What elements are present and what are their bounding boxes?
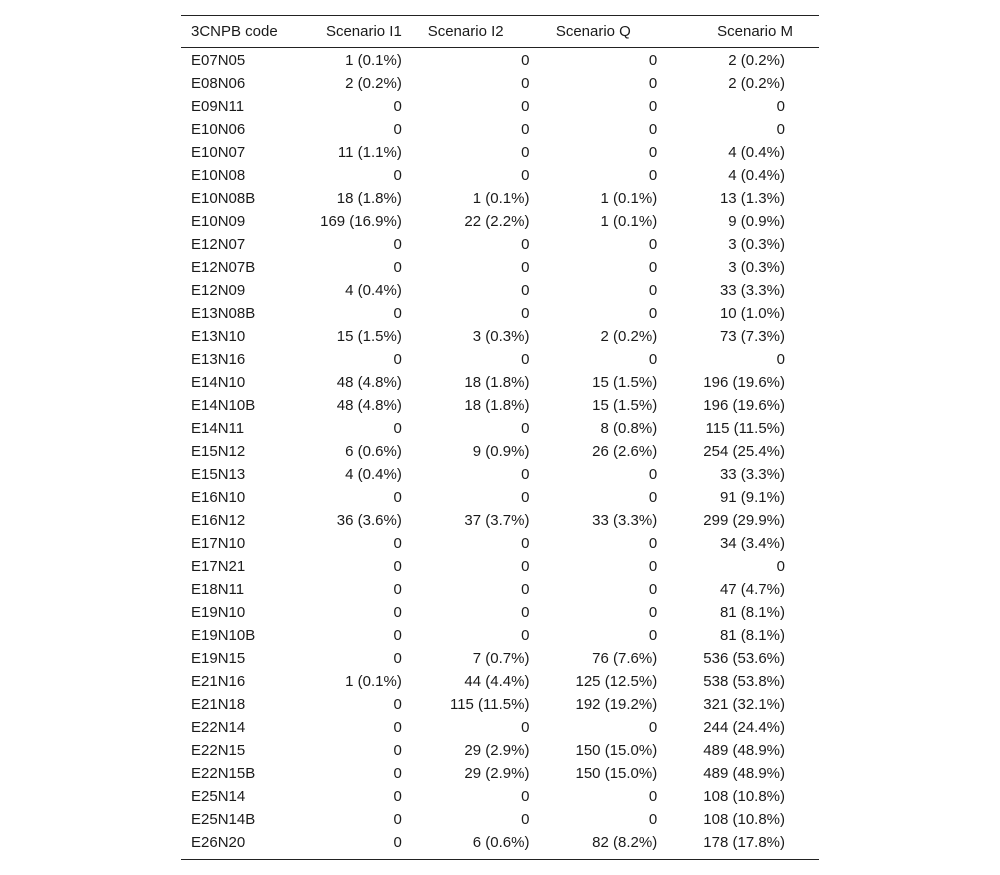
cell-scenario-i2: 18 (1.8%) [464, 397, 530, 414]
table-row [181, 417, 819, 440]
header-scenario-i1: Scenario I1 [325, 23, 402, 40]
cell-scenario-m: 244 (24.4%) [703, 719, 785, 736]
cell-scenario-i2: 7 (0.7%) [472, 650, 530, 667]
cell-scenario-i1: 0 [393, 420, 402, 437]
cell-code: E17N10 [191, 535, 246, 552]
table-row [181, 739, 819, 762]
cell-scenario-i2: 3 (0.3%) [472, 328, 530, 345]
cell-code: E19N15 [191, 650, 246, 667]
cell-scenario-i1: 0 [393, 719, 402, 736]
cell-scenario-i2: 0 [521, 604, 530, 621]
table-row [181, 693, 819, 716]
cell-scenario-i1: 1 (0.1%) [345, 673, 402, 690]
cell-scenario-i1: 0 [393, 696, 402, 713]
cell-scenario-i1: 0 [393, 788, 402, 805]
cell-scenario-m: 73 (7.3%) [719, 328, 785, 345]
table-row [181, 716, 819, 739]
cell-scenario-m: 13 (1.3%) [719, 190, 785, 207]
cell-scenario-m: 0 [776, 98, 785, 115]
table-row [181, 808, 819, 831]
cell-scenario-i1: 2 (0.2%) [345, 75, 402, 92]
cell-scenario-i1: 0 [393, 535, 402, 552]
cell-scenario-q: 150 (15.0%) [575, 742, 658, 759]
table-row [181, 670, 819, 693]
cell-scenario-q: 82 (8.2%) [592, 834, 658, 851]
cell-scenario-m: 115 (11.5%) [705, 420, 785, 437]
table-row [181, 141, 819, 164]
cell-code: E18N11 [191, 581, 245, 598]
table-row [181, 325, 819, 348]
table-row [181, 532, 819, 555]
cell-scenario-q: 15 (1.5%) [592, 374, 658, 391]
cell-code: E10N09 [191, 213, 246, 230]
cell-scenario-i1: 0 [393, 811, 402, 828]
cell-scenario-m: 536 (53.6%) [703, 650, 785, 667]
header-scenario-m: Scenario M [717, 23, 793, 40]
cell-code: E22N14 [191, 719, 246, 736]
cell-scenario-m: 33 (3.3%) [719, 282, 785, 299]
cell-scenario-q: 2 (0.2%) [600, 328, 658, 345]
cell-scenario-i2: 0 [521, 167, 530, 184]
cell-scenario-i2: 0 [521, 558, 530, 575]
cell-scenario-i1: 0 [393, 98, 402, 115]
cell-scenario-q: 125 (12.5%) [575, 673, 658, 690]
cell-scenario-i1: 0 [393, 489, 402, 506]
table-row [181, 762, 819, 785]
cell-scenario-m: 4 (0.4%) [728, 167, 785, 184]
cell-scenario-i2: 0 [521, 98, 530, 115]
cell-scenario-i1: 0 [393, 581, 402, 598]
cell-scenario-i2: 9 (0.9%) [472, 443, 530, 460]
cell-code: E14N10B [191, 397, 256, 414]
header-row [181, 16, 819, 48]
cell-scenario-q: 0 [648, 305, 658, 322]
table-row [181, 72, 819, 95]
cell-scenario-i1: 11 (1.1%) [337, 144, 402, 161]
cell-scenario-m: 10 (1.0%) [719, 305, 785, 322]
cell-scenario-q: 0 [648, 558, 658, 575]
cell-scenario-q: 0 [648, 581, 658, 598]
cell-scenario-q: 0 [648, 466, 658, 483]
cell-scenario-q: 1 (0.1%) [600, 213, 658, 230]
cell-scenario-i2: 0 [521, 282, 530, 299]
cell-scenario-q: 0 [648, 627, 658, 644]
header-3cnpb-code: 3CNPB code [191, 23, 278, 40]
cell-scenario-q: 0 [648, 144, 658, 161]
cell-scenario-m: 0 [776, 558, 785, 575]
cell-scenario-q: 0 [648, 236, 658, 253]
cell-scenario-i1: 36 (3.6%) [336, 512, 402, 529]
cell-scenario-i2: 0 [521, 466, 530, 483]
cell-scenario-q: 0 [648, 489, 658, 506]
cell-scenario-m: 34 (3.4%) [719, 535, 785, 552]
cell-code: E21N18 [191, 696, 246, 713]
cell-scenario-q: 0 [648, 121, 658, 138]
cell-scenario-m: 3 (0.3%) [728, 236, 785, 253]
table-row [181, 601, 819, 624]
cell-scenario-i1: 169 (16.9%) [320, 213, 402, 230]
cell-scenario-i1: 0 [393, 558, 402, 575]
cell-scenario-q: 33 (3.3%) [592, 512, 658, 529]
cell-code: E13N16 [191, 351, 246, 368]
cell-scenario-i1: 0 [393, 834, 402, 851]
cell-scenario-i2: 0 [521, 259, 530, 276]
cell-scenario-i2: 0 [521, 627, 530, 644]
cell-scenario-i2: 0 [521, 305, 530, 322]
table-row [181, 95, 819, 118]
table-row [181, 233, 819, 256]
cell-scenario-m: 4 (0.4%) [728, 144, 785, 161]
cell-code: E25N14 [191, 788, 246, 805]
cell-scenario-m: 489 (48.9%) [703, 765, 785, 782]
cell-scenario-i2: 115 (11.5%) [449, 696, 530, 713]
cell-code: E17N21 [191, 558, 246, 575]
cell-scenario-i1: 6 (0.6%) [345, 443, 402, 460]
cell-scenario-i2: 6 (0.6%) [472, 834, 530, 851]
cell-scenario-m: 2 (0.2%) [728, 75, 785, 92]
cell-scenario-i1: 4 (0.4%) [345, 282, 402, 299]
cell-scenario-q: 0 [648, 167, 658, 184]
cell-scenario-i2: 0 [521, 420, 530, 437]
cell-scenario-m: 299 (29.9%) [703, 512, 785, 529]
cell-scenario-i1: 0 [393, 604, 402, 621]
cell-code: E19N10 [191, 604, 246, 621]
cell-code: E09N11 [191, 98, 245, 115]
cell-code: E12N09 [191, 282, 246, 299]
cell-scenario-m: 108 (10.8%) [703, 811, 785, 828]
cell-scenario-i2: 22 (2.2%) [464, 213, 530, 230]
cell-scenario-m: 91 (9.1%) [719, 489, 785, 506]
cell-code: E22N15 [191, 742, 246, 759]
cell-scenario-i1: 48 (4.8%) [336, 397, 402, 414]
cell-code: E25N14B [191, 811, 256, 828]
cell-scenario-i2: 0 [521, 535, 530, 552]
cell-scenario-m: 538 (53.8%) [703, 673, 785, 690]
table-row [181, 831, 819, 860]
table-row [181, 279, 819, 302]
table-row [181, 164, 819, 187]
cell-scenario-m: 108 (10.8%) [703, 788, 785, 805]
cell-scenario-i1: 0 [393, 121, 402, 138]
cell-code: E22N15B [191, 765, 256, 782]
cell-code: E26N20 [191, 834, 246, 851]
cell-scenario-m: 321 (32.1%) [703, 696, 785, 713]
cell-scenario-m: 254 (25.4%) [703, 443, 785, 460]
cell-code: E14N10 [191, 374, 246, 391]
table-row [181, 463, 819, 486]
header-scenario-q: Scenario Q [555, 23, 631, 40]
cell-scenario-q: 192 (19.2%) [575, 696, 658, 713]
cell-scenario-i2: 0 [521, 75, 530, 92]
table-row [181, 394, 819, 417]
cell-scenario-m: 178 (17.8%) [703, 834, 785, 851]
cell-scenario-q: 0 [648, 535, 658, 552]
cell-scenario-m: 489 (48.9%) [703, 742, 785, 759]
table-header [181, 16, 819, 48]
cell-scenario-i1: 0 [393, 351, 402, 368]
table-row [181, 256, 819, 279]
table-row [181, 48, 819, 73]
cell-scenario-q: 1 (0.1%) [600, 190, 658, 207]
cell-scenario-i1: 4 (0.4%) [345, 466, 402, 483]
table-row [181, 624, 819, 647]
table-row [181, 371, 819, 394]
cell-scenario-i2: 44 (4.4%) [464, 673, 530, 690]
cell-scenario-i1: 0 [393, 650, 402, 667]
cell-scenario-q: 0 [648, 98, 658, 115]
cell-scenario-i2: 0 [521, 144, 530, 161]
cell-scenario-i1: 0 [393, 259, 402, 276]
cell-code: E12N07 [191, 236, 246, 253]
cell-scenario-i1: 15 (1.5%) [336, 328, 402, 345]
cell-scenario-i2: 0 [521, 236, 530, 253]
table-row [181, 578, 819, 601]
cell-scenario-m: 196 (19.6%) [703, 397, 785, 414]
table-row [181, 509, 819, 532]
cell-scenario-q: 0 [648, 788, 658, 805]
cell-code: E10N07 [191, 144, 246, 161]
cell-code: E13N08B [191, 305, 256, 322]
header-scenario-i2: Scenario I2 [427, 23, 504, 40]
table-row [181, 348, 819, 371]
cell-scenario-i2: 0 [521, 788, 530, 805]
table-row [181, 210, 819, 233]
cell-scenario-i2: 0 [521, 351, 530, 368]
cell-scenario-q: 0 [648, 351, 658, 368]
cell-scenario-i2: 0 [521, 719, 530, 736]
table-row [181, 647, 819, 670]
cell-code: E16N12 [191, 512, 246, 529]
cell-code: E10N08B [191, 190, 256, 207]
cell-scenario-m: 0 [776, 121, 785, 138]
cell-code: E15N13 [191, 466, 246, 483]
cell-scenario-m: 81 (8.1%) [719, 627, 785, 644]
cell-scenario-q: 26 (2.6%) [592, 443, 658, 460]
cell-scenario-q: 0 [648, 259, 658, 276]
cell-scenario-i2: 0 [521, 121, 530, 138]
cell-scenario-m: 0 [776, 351, 785, 368]
cell-scenario-m: 3 (0.3%) [728, 259, 785, 276]
cell-scenario-i2: 0 [521, 52, 530, 69]
cell-scenario-i2: 18 (1.8%) [464, 374, 530, 391]
cell-scenario-q: 0 [648, 719, 658, 736]
cell-code: E07N05 [191, 52, 246, 69]
cell-code: E10N06 [191, 121, 246, 138]
cell-scenario-i2: 1 (0.1%) [472, 190, 530, 207]
cell-scenario-i1: 0 [393, 236, 402, 253]
cell-code: E08N06 [191, 75, 246, 92]
cell-scenario-i2: 29 (2.9%) [464, 742, 530, 759]
cell-scenario-m: 2 (0.2%) [728, 52, 785, 69]
cell-scenario-m: 196 (19.6%) [703, 374, 785, 391]
cell-scenario-q: 8 (0.8%) [600, 420, 658, 437]
table-row [181, 118, 819, 141]
cell-code: E12N07B [191, 259, 256, 276]
cell-scenario-i1: 1 (0.1%) [345, 52, 402, 69]
table-row [181, 486, 819, 509]
table-row [181, 785, 819, 808]
cell-scenario-i1: 0 [393, 627, 402, 644]
cell-code: E14N11 [191, 420, 245, 437]
cell-scenario-i2: 29 (2.9%) [464, 765, 530, 782]
cell-scenario-i1: 0 [393, 742, 402, 759]
cell-scenario-q: 0 [648, 811, 658, 828]
cell-scenario-q: 0 [648, 75, 658, 92]
cell-scenario-m: 47 (4.7%) [719, 581, 785, 598]
cell-scenario-m: 33 (3.3%) [719, 466, 785, 483]
cell-scenario-i1: 18 (1.8%) [336, 190, 402, 207]
cell-scenario-i1: 48 (4.8%) [336, 374, 402, 391]
cell-scenario-i1: 0 [393, 305, 402, 322]
cell-scenario-q: 15 (1.5%) [592, 397, 658, 414]
cell-scenario-i2: 37 (3.7%) [464, 512, 530, 529]
cell-scenario-m: 81 (8.1%) [719, 604, 785, 621]
table-row [181, 555, 819, 578]
cell-scenario-q: 76 (7.6%) [592, 650, 658, 667]
cell-code: E16N10 [191, 489, 246, 506]
cell-scenario-i1: 0 [393, 765, 402, 782]
cell-scenario-q: 0 [648, 604, 658, 621]
cell-scenario-m: 9 (0.9%) [728, 213, 785, 230]
cell-code: E10N08 [191, 167, 246, 184]
cell-scenario-i2: 0 [521, 581, 530, 598]
table-body [181, 48, 819, 860]
cell-code: E13N10 [191, 328, 246, 345]
table-row [181, 440, 819, 463]
scenario-table [181, 15, 819, 860]
cell-code: E19N10B [191, 627, 256, 644]
cell-scenario-q: 0 [648, 52, 658, 69]
cell-scenario-i2: 0 [521, 489, 530, 506]
cell-scenario-i1: 0 [393, 167, 402, 184]
cell-code: E15N12 [191, 443, 246, 460]
cell-scenario-i2: 0 [521, 811, 530, 828]
cell-scenario-q: 150 (15.0%) [575, 765, 658, 782]
table-row [181, 302, 819, 325]
cell-scenario-q: 0 [648, 282, 658, 299]
table-row [181, 187, 819, 210]
cell-code: E21N16 [191, 673, 246, 690]
